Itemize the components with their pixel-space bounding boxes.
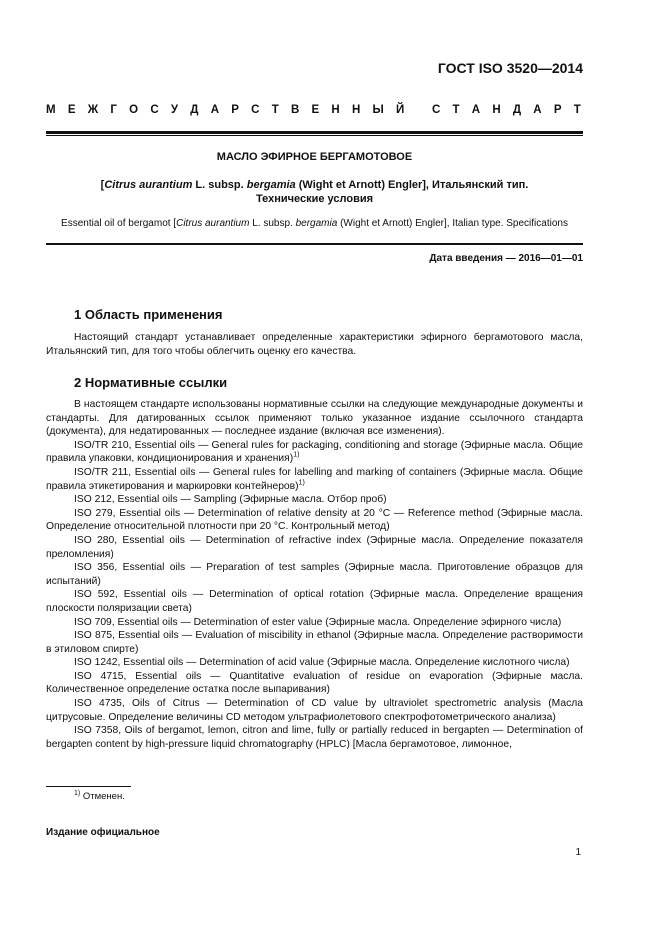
reference-item [46,697,583,724]
interstate-letter: Д [190,104,199,116]
footnote-rule [46,786,131,787]
interstate-letter: А [533,104,542,116]
reference-item [46,493,583,507]
reference-item [46,629,583,656]
reference-text: ISO 1242, Essential oils — Determination of acid value (Эфирные масла. Определение кислотного числа) [74,657,570,669]
document-code: ГОСТ ISO 3520—2014 [437,60,583,76]
reference-item [46,507,583,534]
english-title: Essential oil of bergamot [Citrus aurantium L. subsp. bergamia (Wight et Arnott) Engler], Italian type. Specifications [61,218,568,229]
reference-text: ISO/TR 210, Essential oils — General rules for packaging, conditioning and storage (Эфирные масла. Общие правила упаковки, кондиционирования и хранения) [46,439,583,465]
reference-text: ISO 7358, Oils of bergamot, lemon, citron and lime, fully or partially reduced in bergapten — Determination of bergapten content by high-pressure liquid chromatography (HPLC) [Масла бергамотовое, лимонное, [46,725,583,750]
interstate-letter: А [210,104,220,116]
interstate-letter: Т [452,104,460,116]
interstate-letter: М [46,104,56,116]
reference-text: ISO 4715, Essential oils — Quantitative evaluation of residue on evaporation (Эфирные масла. Количественное определение остатка после выпаривания) [46,670,583,696]
standard-subtitle: [Citrus aurantium L. subsp. bergamia (Wight et Arnott) Engler], Итальянский тип. Технические условия [100,179,529,205]
title-rule [46,243,583,245]
reference-text: ISO 280, Essential oils — Determination of refractive index (Эфирные масла. Определение показателя преломления) [46,534,583,560]
reference-text: ISO 4735, Oils of Citrus — Determination of CD value by ultraviolet spectrometric analysis (Масла цитрусовые. Определение величины CD методом ультрафиолетового спектрофотометрического анализа) [46,698,583,723]
reference-text: ISO 875, Essential oils — Evaluation of miscibility in ethanol (Эфирные масла. Определение растворимости в этиловом спирте) [46,630,583,655]
reference-text: ISO 709, Essential oils — Determination of ester value (Эфирные масла. Определение эфирного числа) [74,616,562,628]
reference-item [46,561,583,588]
reference-text: ISO 356, Essential oils — Preparation of test samples (Эфирные масла. Приготовление образцов для испытаний) [46,562,583,587]
interstate-letter: Д [512,104,522,116]
interstate-letter: Ж [87,104,99,116]
reference-item [46,439,583,466]
interstate-letter: Т [573,104,581,116]
introduction-date: Дата введения — 2016—01—01 [429,253,583,264]
interstate-standard-heading [46,104,581,116]
reference-item [46,656,583,670]
reference-text: ISO 592, Essential oils — Determination of optical rotation (Эфирные масла. Определение вращения плоскости поляризации света) [46,589,583,614]
interstate-letter: Н [492,104,501,116]
interstate-letter: С [150,104,159,116]
section-2-heading: 2 Нормативные ссылки [74,375,228,390]
reference-item [46,466,583,493]
interstate-letter: Н [351,104,361,116]
reference-text: ISO 279, Essential oils — Determination of relative density at 20 °С — Reference method (Эфирные масла. Определение относительной плотности при 20 °С. Контрольный метод) [46,507,583,533]
interstate-letter: Е [67,104,76,116]
reference-item [46,724,583,751]
reference-text: ISO/TR 211, Essential oils — General rules for labelling and marking of containers (Эфирные масла. Общие правила этикетирования и маркировки контейнеров) [46,466,583,492]
interstate-letter: Г [110,104,117,116]
reference-item [46,670,583,697]
interstate-letter: Ы [372,104,384,116]
footnote-marker: 1) [293,451,300,459]
reference-item [46,616,583,630]
reference-item [46,588,583,615]
reference-text: ISO 212, Essential oils — Sampling (Эфирные масла. Отбор проб) [74,494,387,506]
interstate-letter: С [431,104,441,116]
interstate-letter: В [290,104,300,116]
interstate-letter: А [471,104,481,116]
interstate-letter: С [251,104,260,116]
interstate-letter: Е [311,104,320,116]
normative-references-list [46,439,583,752]
section-1-text: Настоящий стандарт устанавливает определенные характеристики эфирного бергамотового масла, Итальянский тип, для того чтобы облегчить оценку его качества. [46,332,583,357]
reference-item [46,534,583,561]
header-rule-thick [46,131,583,134]
header-rule-thin [46,135,583,136]
section-2-body [46,398,583,751]
interstate-letter [417,104,420,116]
official-edition-label: Издание официальное [46,827,160,838]
interstate-letter: Р [553,104,562,116]
interstate-letter: О [129,104,139,116]
interstate-letter: Т [271,104,279,116]
interstate-letter: Й [396,104,405,116]
footnote: $^{1)}$ Отменен. [74,789,125,802]
page-number: 1 [575,847,581,858]
interstate-letter: У [170,104,179,116]
interstate-letter: Р [231,104,239,116]
footnote-marker: 1) [298,479,305,487]
interstate-letter: Н [331,104,340,116]
section-1-heading: 1 Область применения [74,307,223,322]
section-2-intro: В настоящем стандарте использованы нормативные ссылки на следующие международные документы и стандарты. Для датированных ссылок применяют только указанное издание ссылочного стандарта (документа), для недатированных — последнее издание (включая все изменения). [46,399,583,438]
standard-title: МАСЛО ЭФИРНОЕ БЕРГАМОТОВОЕ [216,151,413,163]
